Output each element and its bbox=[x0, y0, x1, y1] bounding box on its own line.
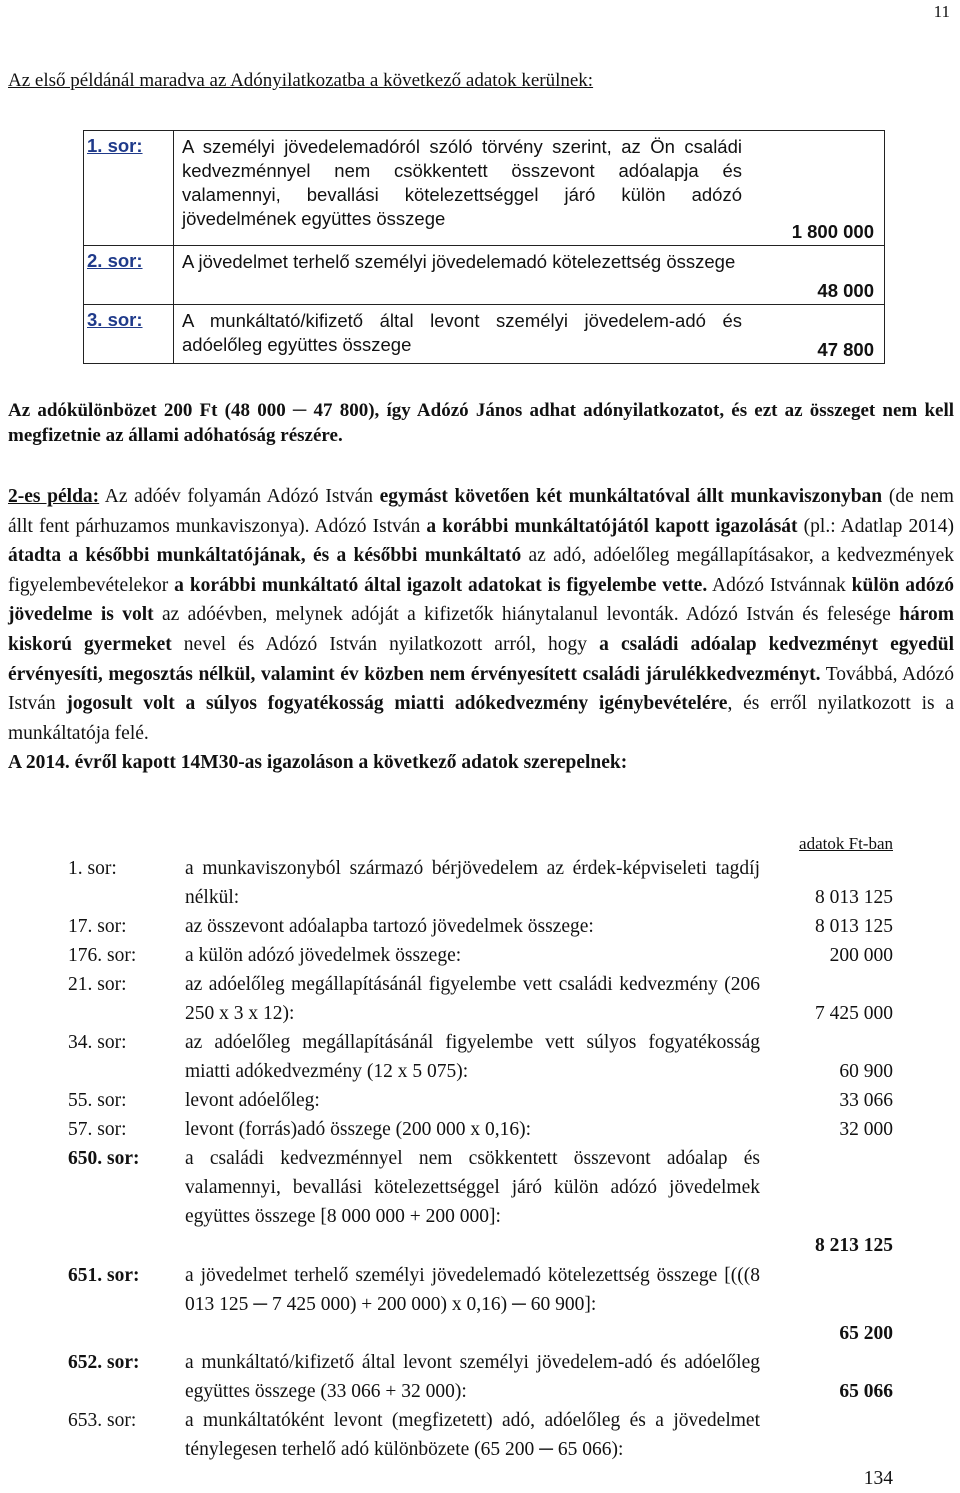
row-code: 34. sor: bbox=[68, 1032, 127, 1053]
summary-table bbox=[83, 130, 885, 364]
row-code: 650. sor: bbox=[68, 1148, 140, 1169]
bold-span: átadta a későbbi munkáltatójának, és a későbbi munkáltató bbox=[8, 545, 522, 567]
table-row bbox=[84, 131, 884, 246]
text-span: (de nem állt fent párhuzamos munkaviszonya). Adózó István bbox=[8, 486, 954, 537]
row-description: A személyi jövedelemadóról szóló törvény szerint, az Ön családi kedvezménnyel nem csökkentett összevont adóalapja és valamennyi, bevallási kötelezettséggel járó külön adózó jövedelmének együttes összege bbox=[173, 131, 742, 245]
bold-span: a korábbi munkáltatójától kapott igazolását bbox=[426, 515, 798, 537]
units-note: adatok Ft-ban bbox=[799, 834, 893, 853]
bold-span: egymást követően két munkáltatóval állt munkaviszonyban bbox=[379, 486, 883, 507]
text-span: az adó, adóelőleg megállapításakor, a kedvezmények figyelembevételekor bbox=[8, 545, 954, 596]
row-description: levont adóelőleg: bbox=[185, 1090, 320, 1111]
row-value: 1 800 000 bbox=[791, 221, 874, 242]
row-code: 176. sor: bbox=[68, 945, 137, 966]
certificate-heading: A 2014. évről kapott 14M30-as igazoláson a következő adatok szerepelnek: bbox=[8, 752, 628, 774]
row-value: 48 000 bbox=[817, 280, 874, 301]
text-span: Adózó Istvánnak bbox=[707, 574, 852, 596]
row-value: 7 425 000 bbox=[815, 1003, 893, 1024]
row-description: az összevont adóalapba tartozó jövedelmek összege: bbox=[185, 916, 594, 937]
example-heading: 2-es példa: bbox=[8, 486, 100, 507]
row-value: 8 213 125 bbox=[815, 1235, 893, 1256]
row-value: 8 013 125 bbox=[815, 887, 893, 908]
row-code: 2. sor: bbox=[87, 250, 143, 271]
row-description: A jövedelmet terhelő személyi jövedelemadó kötelezettség összege bbox=[173, 246, 742, 304]
row-code: 653. sor: bbox=[68, 1410, 137, 1431]
row-code: 3. sor: bbox=[87, 309, 143, 330]
row-description: az adóelőleg megállapításánál figyelembe vett családi kedvezmény (206 250 x 3 x 12): bbox=[185, 974, 760, 1024]
row-code: 17. sor: bbox=[68, 916, 127, 937]
conclusion-paragraph: Az adókülönbözet 200 Ft (48 000 ─ 47 800), így Adózó János adhat adónyilatkozatot, és ezt az összeget nem kell megfizetnie az állami adóhatóság részére. bbox=[8, 400, 954, 446]
row-code: 57. sor: bbox=[68, 1119, 127, 1140]
row-description: levont (forrás)adó összege (200 000 x 0,16): bbox=[185, 1119, 532, 1140]
text-span: Az adóév folyamán Adózó István bbox=[99, 486, 380, 507]
table-row bbox=[84, 305, 884, 363]
row-description: a munkaviszonyból származó bérjövedelem az érdek-képviseleti tagdíj nélkül: bbox=[185, 858, 760, 908]
bold-span: a családi adóalap kedvezményt egyedül érvényesíti, megosztás nélkül, valamint év közben nem érvényesített családi járulékkedvezményt. bbox=[8, 633, 955, 685]
row-value: 32 000 bbox=[839, 1119, 893, 1140]
row-code: 55. sor: bbox=[68, 1090, 127, 1111]
row-value: 60 900 bbox=[839, 1061, 893, 1082]
row-code: 1. sor: bbox=[68, 858, 117, 879]
text-span: , és erről nyilatkozott is a munkáltatója felé. bbox=[8, 693, 954, 744]
row-description: a munkáltatóként levont (megfizetett) adó, adóelőleg és a jövedelmet ténylegesen terhelő adó különbözete (65 200 ─ 65 066): bbox=[185, 1410, 760, 1460]
row-value: 65 200 bbox=[839, 1323, 893, 1344]
bold-span: külön adózó jövedelme is volt bbox=[8, 574, 955, 626]
row-description: a jövedelmet terhelő személyi jövedelemadó kötelezettség összege [(((8 013 125 ─ 7 425 000) + 200 000) x 0,16) ─ 60 900]: bbox=[185, 1265, 760, 1315]
row-value: 200 000 bbox=[829, 945, 893, 966]
row-code: 652. sor: bbox=[68, 1352, 140, 1373]
row-description: az adóelőleg megállapításánál figyelembe vett súlyos fogyatékosság miatti adókedvezmény (12 x 5 075): bbox=[185, 1032, 760, 1082]
row-value: 33 066 bbox=[839, 1090, 893, 1111]
text-span: az adóévben, melynek adóját a kifizetők hiánytalanul levonták. Adózó István és felesége bbox=[153, 604, 900, 626]
row-code: 651. sor: bbox=[68, 1265, 140, 1286]
row-value: 47 800 bbox=[817, 339, 874, 360]
example-2-paragraph bbox=[8, 482, 954, 778]
text-span: Továbbá, Adózó István bbox=[8, 663, 954, 715]
intro-line: Az első példánál maradva az Adónyilatkozatba a következő adatok kerülnek: bbox=[8, 70, 594, 91]
row-value: 134 bbox=[863, 1468, 893, 1489]
row-description: a családi kedvezménnyel nem csökkentett összevont adóalap és valamennyi, bevallási kötelezettséggel járó külön adózó jövedelmek együttes összege [8 000 000 + 200 000]: bbox=[185, 1148, 760, 1227]
bold-span: a korábbi munkáltató által igazolt adatokat is figyelembe vette. bbox=[174, 574, 708, 596]
row-code: 21. sor: bbox=[68, 974, 127, 995]
row-description: A munkáltató/kifizető által levont személyi jövedelem-adó és adóelőleg együttes összege bbox=[173, 305, 742, 363]
bold-span: három kiskorú gyermeket bbox=[8, 604, 954, 655]
page-number: 11 bbox=[933, 2, 950, 21]
bold-span: jogosult volt a súlyos fogyatékosság miatti adókedvezmény igénybevételére bbox=[66, 693, 728, 715]
table-row bbox=[84, 246, 884, 305]
row-code: 1. sor: bbox=[87, 135, 143, 156]
text-span: nevel és Adózó István nyilatkozott arról, hogy bbox=[171, 633, 600, 655]
text-span: (pl.: Adatlap 2014) bbox=[797, 515, 954, 537]
row-description: a külön adózó jövedelmek összege: bbox=[185, 945, 462, 966]
row-value: 8 013 125 bbox=[815, 916, 893, 937]
row-description: a munkáltató/kifizető által levont személyi jövedelem-adó és adóelőleg együttes összege (33 066 + 32 000): bbox=[185, 1352, 760, 1402]
row-value: 65 066 bbox=[839, 1381, 893, 1402]
